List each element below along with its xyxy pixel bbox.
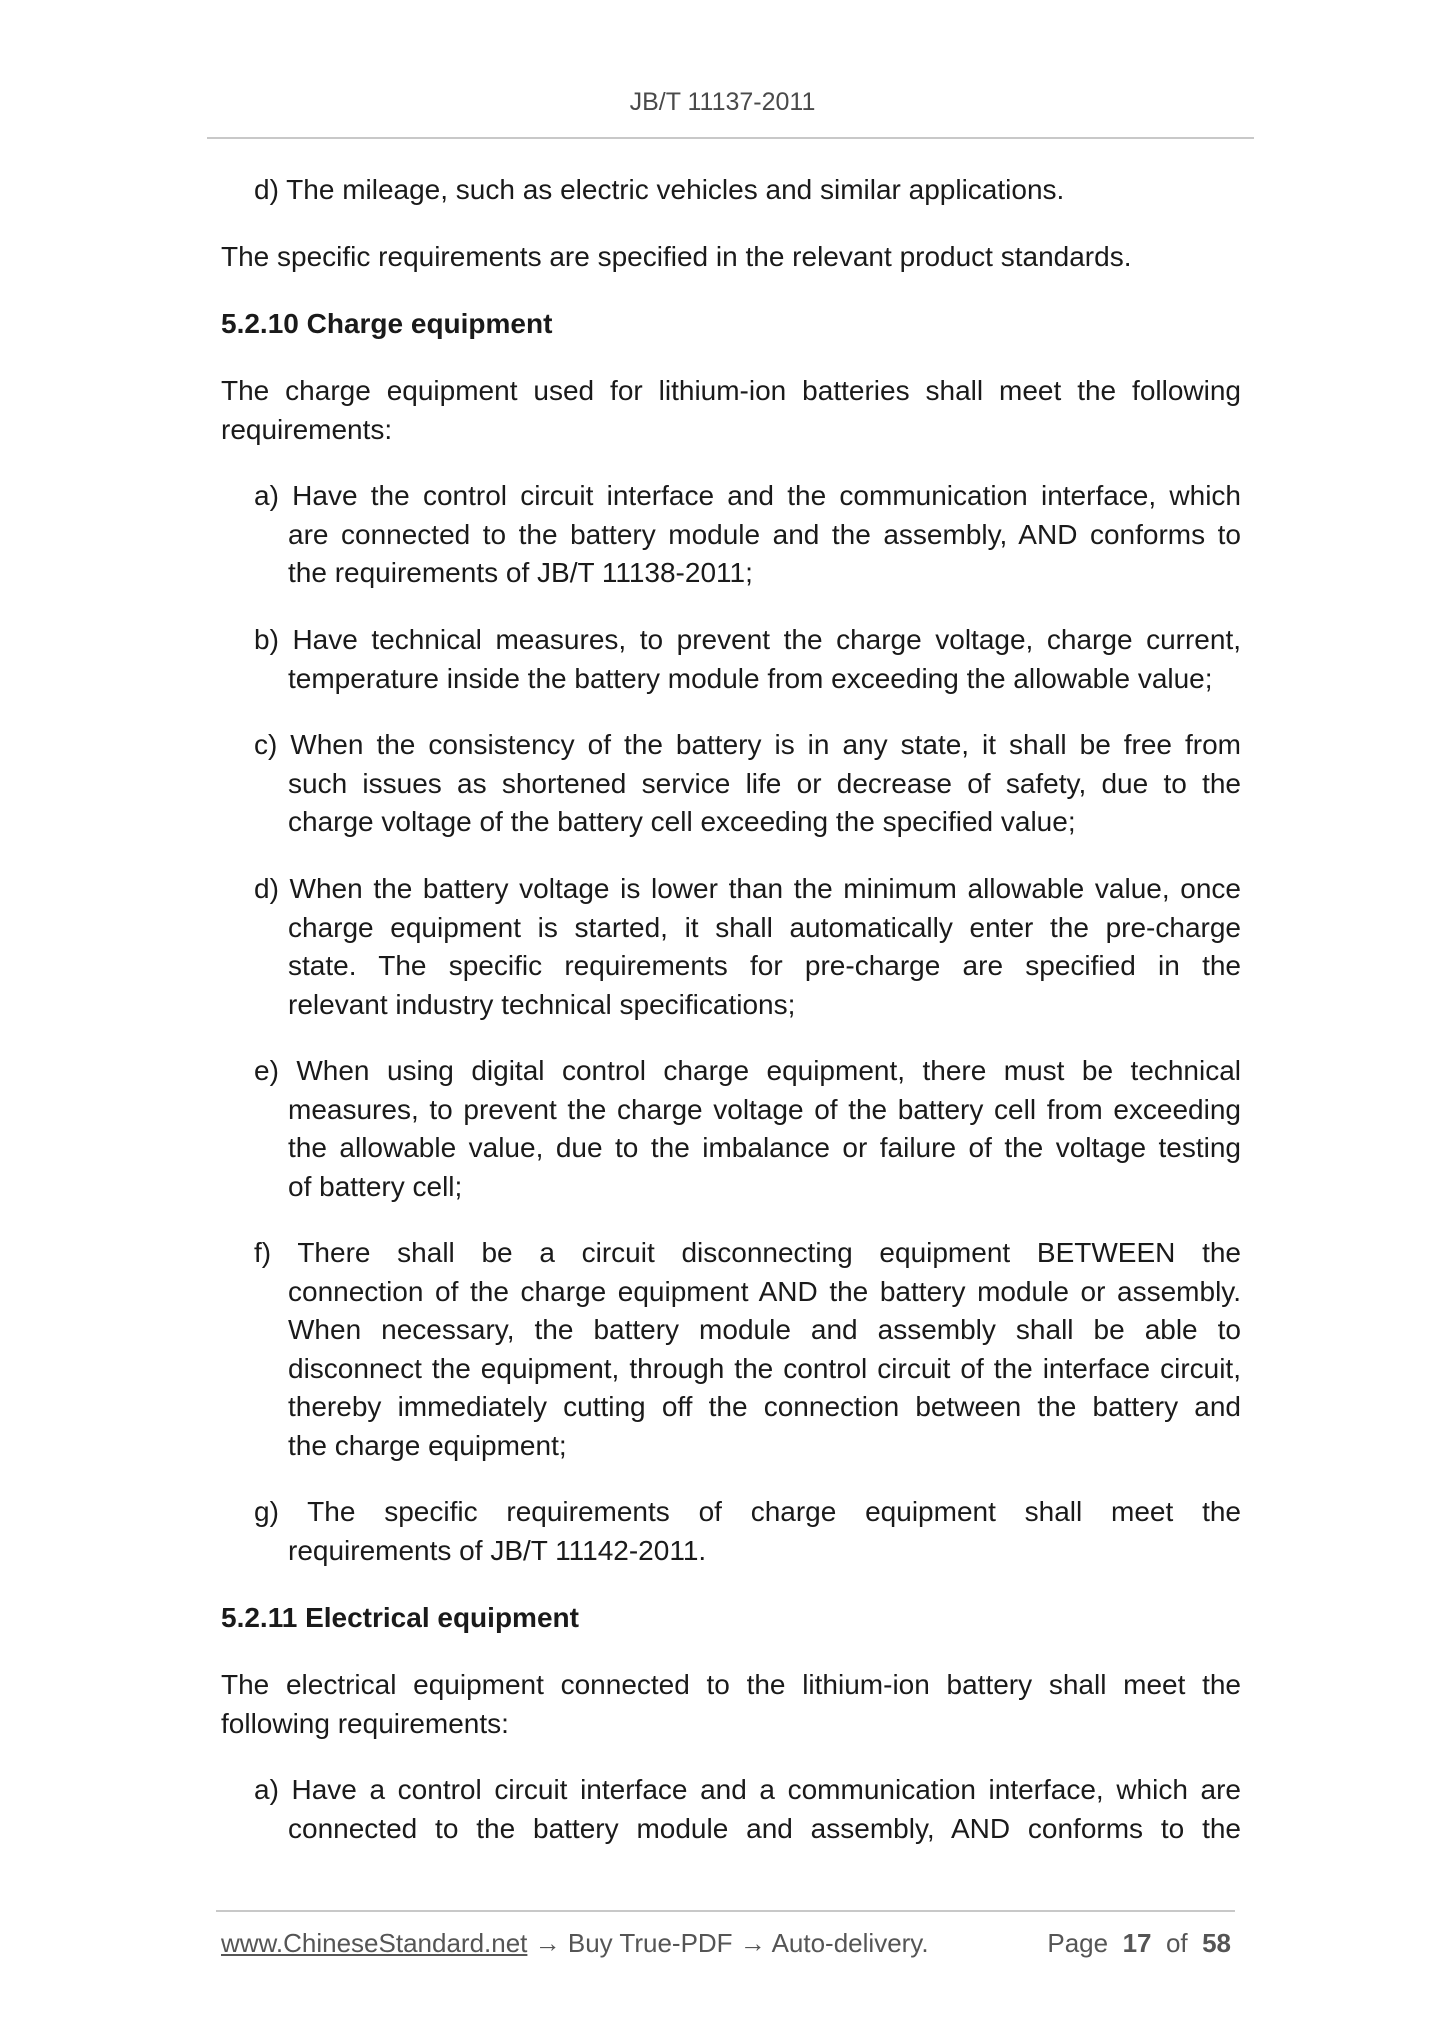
list-item-line: d) When the battery voltage is lower than the minimum allowable value, once: [254, 873, 1241, 904]
list-item-a: [254, 477, 1241, 593]
list-item-line: such issues as shortened service life or decrease of safety, due to the: [288, 767, 1241, 799]
list-item-line: state. The specific requirements for pre-charge are specified in the: [288, 950, 1241, 981]
list-item-line: relevant industry technical specifications;: [288, 988, 796, 1020]
list-item-line: When necessary, the battery module and assembly shall be able to: [288, 1314, 1241, 1345]
list-item-line: charge voltage of the battery cell exceeding the specified value;: [288, 806, 1076, 837]
list-item-line: are connected to the battery module and the assembly, AND conforms to: [288, 518, 1241, 550]
list-item-d-prev: [254, 171, 1241, 210]
page-current: 17: [1122, 1928, 1152, 1958]
list-item-line: the requirements of JB/T 11138-2011;: [288, 557, 753, 588]
footer-divider: [216, 1910, 1235, 1912]
list-item-c: [254, 726, 1241, 842]
list-item-line: connection of the charge equipment AND the battery module or assembly.: [288, 1275, 1241, 1307]
list-item-b: [254, 621, 1241, 698]
paragraph-specific-requirements: The specific requirements are specified in the relevant product standards.: [221, 241, 1132, 272]
document-code: JB/T 11137-2011: [629, 88, 816, 116]
website-link[interactable]: www.ChineseStandard.net: [221, 1928, 528, 1958]
paragraph-charge-intro: The charge equipment used for lithium-ion batteries shall meet the following requirements:: [221, 375, 1241, 445]
list-item-line: b) Have technical measures, to prevent the charge voltage, charge current,: [254, 624, 1241, 655]
page-label: Page: [1047, 1928, 1109, 1958]
list-item-line: temperature inside the battery module from exceeding the allowable value;: [288, 662, 1213, 694]
page-indicator: [1047, 1928, 1231, 1959]
list-item-line: charge equipment is started, it shall automatically enter the pre-charge: [288, 911, 1241, 943]
section-heading-5-2-11: 5.2.11 Electrical equipment: [221, 1602, 579, 1633]
list-item-line: requirements of JB/T 11142-2011.: [288, 1534, 707, 1566]
list-item-d: [254, 870, 1241, 1024]
list-item-line: the charge equipment;: [288, 1429, 567, 1461]
list-item-line: disconnect the equipment, through the control circuit of the interface circuit,: [288, 1352, 1241, 1384]
list-item-line: thereby immediately cutting off the connection between the battery and: [288, 1391, 1241, 1422]
list-item-line: connected to the battery module and assembly, AND conforms to the: [288, 1812, 1241, 1844]
section-heading-5-2-10: 5.2.10 Charge equipment: [221, 308, 553, 339]
list-item-line: c) When the consistency of the battery is in any state, it shall be free from: [254, 729, 1241, 760]
list-item-line: e) When using digital control charge equipment, there must be technical: [254, 1055, 1241, 1086]
list-item-g: [254, 1493, 1241, 1570]
page-total: 58: [1202, 1928, 1231, 1958]
list-item-line: a) Have the control circuit interface and the communication interface, which: [254, 480, 1241, 511]
page-of-label: of: [1165, 1928, 1188, 1958]
list-item-line: the allowable value, due to the imbalance or failure of the voltage testing: [288, 1132, 1241, 1163]
paragraph-electrical-intro: The electrical equipment connected to the lithium-ion battery shall meet the following requirements:: [221, 1669, 1241, 1739]
footer-tagline: → Buy True-PDF → Auto-delivery.: [527, 1928, 929, 1958]
list-item-line: f) There shall be a circuit disconnecting equipment BETWEEN the: [254, 1237, 1241, 1268]
list-item-line: of battery cell;: [288, 1170, 463, 1202]
list-item-line: g) The specific requirements of charge equipment shall meet the: [254, 1496, 1241, 1527]
page-footer: [221, 1928, 1231, 1959]
header-divider: [207, 137, 1254, 139]
list-item-f: [254, 1234, 1241, 1465]
list-item-e: [254, 1052, 1241, 1206]
list-item-line: a) Have a control circuit interface and a communication interface, which are: [254, 1774, 1241, 1805]
list-item-line: measures, to prevent the charge voltage of the battery cell from exceeding: [288, 1093, 1241, 1125]
list-item-a-electrical: [254, 1771, 1241, 1848]
list-item-text: d) The mileage, such as electric vehicles and similar applications.: [254, 174, 1065, 205]
